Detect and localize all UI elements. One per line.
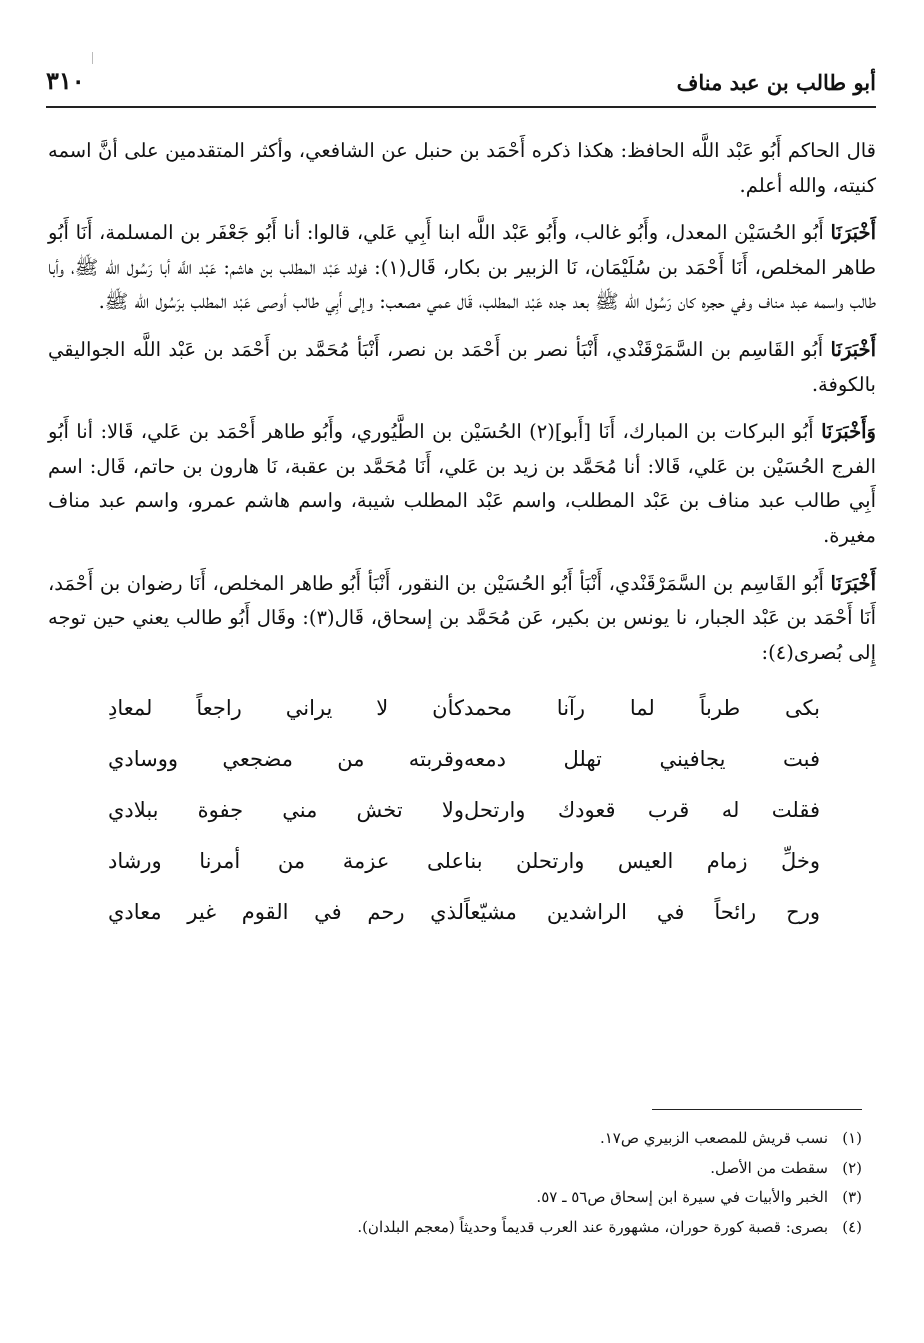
footnotes [60,1124,862,1242]
verse-first-hemistich: فقلت له قرب قعودك وارتحل [464,798,820,823]
paragraph-text: قال الحاكم أَبُو عَبْد اللَّه الحافظ: هكذا ذكره أَحْمَد بن حنبل عن الشافعي، وأكثر المتقدمين على أنَّ اسمه كنيته، والله أعلم. [48,139,876,197]
verse-first-hemistich: فبت يجافيني تهلل دمعه [464,747,820,772]
poem-verse [48,683,876,734]
verse-first-hemistich: ورح رائحاً في الراشدين مشيّعاً [464,900,820,925]
paragraph-lead: أَخْبَرَنَا [830,337,876,361]
poem-verse [48,887,876,938]
poem-verse [48,785,876,836]
verse-second-hemistich: لذي رحم في القوم غير معادي [108,900,464,925]
footnote [60,1124,862,1154]
paragraph-text: أَبُو البركات بن المبارك، أَنَا [أَبو](٢) الحُسَيْن بن الطَّيُوري، وأَبُو طاهر أَحْمَد بن عَلي، قَالا: أنا أَبُو الفرج الحُسَيْن بن عَلي، قَالا: أنا مُحَمَّد بن زيد بن عَلي، أَنَا مُحَمَّد بن عقبة، نَا هارون بن حاتم، قَال: اسم أَبِي طالب عبد مناف بن عَبْد المطلب، واسم عَبْد المطلب شيبة، واسم هاشم عمرو، واسم عبد مناف مغيرة. [48,420,876,547]
scan-mark [92,52,93,64]
footnote-text: نسب قريش للمصعب الزبيري ص١٧. [599,1129,828,1147]
footnote [60,1154,862,1184]
footnote-text: بصرى: قصبة كورة حوران، مشهورة عند العرب قديماً وحديثاً (معجم البلدان). [357,1217,828,1236]
footnote [60,1213,862,1243]
verse-first-hemistich: بكى طرباً لما رآنا محمد [464,696,820,721]
footnote-number: (٢) [842,1158,862,1177]
paragraph [48,415,876,553]
paragraph-text: أَبُو القَاسِم بن السَّمَرْقَنْدي، أَنْبَأ أَبُو الحُسَيْن بن النقور، أَنْبَأ أَبُو طاهر المخلص، أَنَا رضوان بن أَحْمَد، أَنَا أَحْمَد بن عَبْد الجبار، نا يونس بن بكير، عَن مُحَمَّد بن إسحاق، قَال(٣): وقَال أَبُو طالب يعني حين توجه إِلى بُصرى(٤): [48,571,876,664]
paragraph-text: أَبُو القَاسِم بن السَّمَرْقَنْدي، أَنْبَأ نصر بن أَحْمَد بن نصر، أَنْبَأ مُحَمَّد بن أَحْمَد بن عَبْد اللَّه الجواليقي بالكوفة. [48,337,876,396]
header-rule [46,106,876,108]
paragraph [48,333,876,402]
verse-second-hemistich: ولا تخش مني جفوة ببلادي [108,798,464,823]
footnote-number: (١) [842,1129,862,1147]
paragraph-lead: أَخْبَرَنَا [830,571,876,595]
footnote-number: (٤) [842,1217,862,1236]
paragraph [48,216,876,320]
page-body [48,134,876,938]
running-header [46,66,876,106]
verse-second-hemistich: على عزمة من أمرنا ورشاد [108,849,464,874]
verse-second-hemistich: كأن لا يراني راجعاً لمعادِ [108,696,464,721]
poem-verse [48,734,876,785]
footnote-text: الخبر والأبيات في سيرة ابن إسحاق ص٥٦ ـ ٥٧. [536,1188,828,1206]
footnote-number: (٣) [842,1188,862,1206]
footnote-text: سقطت من الأصل. [710,1158,828,1177]
verse-second-hemistich: وقربته من مضجعي ووسادي [108,747,464,772]
poem [48,683,876,938]
footnote-separator [652,1109,862,1110]
header-title: أبو طالب بن عبد مناف [676,70,876,95]
footnote [60,1183,862,1213]
page-number: ٣١٠ [46,66,85,95]
poem-verse [48,836,876,887]
verse-first-hemistich: وخلِّ زمام العيس وارتحلن بنا [464,849,820,874]
paragraph-text: أَبُو الحُسَيْن المعدل، وأَبُو غالب، وأَبُو عَبْد اللَّه ابنا أَبِي عَلي، قالوا: أنا أَبُو جَعْفَر بن المسلمة، أَنَا أَبُو طاهر المخلص، أَنَا أَحْمَد بن سُلَيْمَان، نَا الزبير بن بكار، قَال(١): فولد عَبْد المطلب بن هاشم: عَبْد اللَّه أبا رَسُول الله ﷺ، وأبا طالب واسمه عبد مناف وفي حجره كان رَسُول الله ﷺ بعد جده عَبْد المطلب، قَال عمي مصعب: وإلى أَبِي طالب أوصى عَبْد المطلب برَسُول الله ﷺ. [48,221,876,314]
paragraph-lead: وَأَخْبَرَنَا [821,420,876,444]
paragraph [48,567,876,671]
paragraph-lead: أَخْبَرَنَا [830,221,876,245]
paragraph [48,134,876,203]
